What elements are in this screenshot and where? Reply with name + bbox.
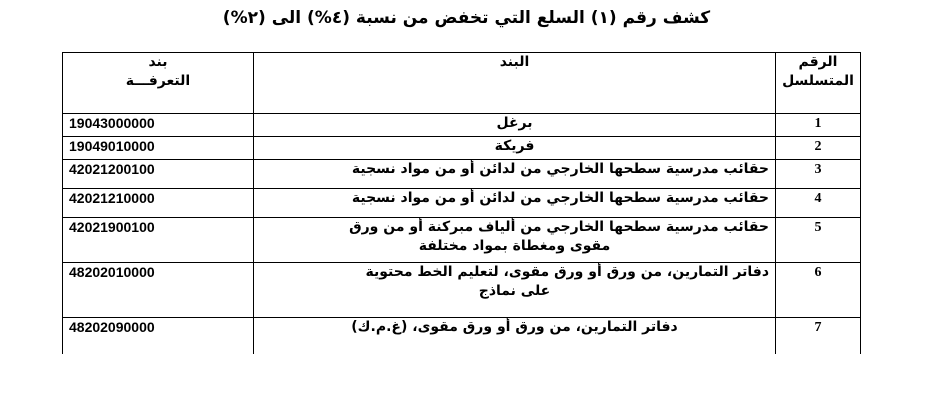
item-line: حقائب مدرسية سطحها الخارجي من ألياف مبركنة أو من ورق	[349, 219, 769, 235]
header-serial-line2: المتسلسل	[782, 73, 854, 89]
item-line: على نماذج	[478, 283, 551, 299]
serial-cell: 7	[776, 318, 861, 355]
header-item: البند	[254, 53, 776, 114]
item-cell: حقائب مدرسية سطحها الخارجي من لدائن أو من مواد نسجية	[254, 160, 776, 189]
serial-cell: 6	[776, 263, 861, 318]
header-serial-line1: الرقم	[798, 54, 838, 70]
table-header-row	[63, 53, 861, 114]
item-cell: فريكة	[254, 137, 776, 160]
tariff-code-cell: 48202010000	[63, 263, 254, 318]
item-cell: برغل	[254, 114, 776, 137]
table-row	[63, 263, 861, 318]
table-row	[63, 114, 861, 137]
table-row	[63, 189, 861, 218]
table-row	[63, 218, 861, 263]
item-line: دفاتر التمارين، من ورق أو ورق مقوى، لتعليم الخط محتوية	[365, 264, 769, 280]
table-row	[63, 160, 861, 189]
serial-cell: 5	[776, 218, 861, 263]
item-cell: حقائب مدرسية سطحها الخارجي من لدائن أو من مواد نسجية	[254, 189, 776, 218]
item-line: مقوى ومغطاة بمواد مختلفة	[418, 238, 611, 254]
table-row	[63, 137, 861, 160]
item-cell: دفاتر التمارين، من ورق أو ورق مقوى، (غ.م.ك)	[254, 318, 776, 355]
item-cell	[254, 263, 776, 318]
serial-cell: 4	[776, 189, 861, 218]
header-code	[63, 53, 254, 114]
tariff-code-cell: 42021200100	[63, 160, 254, 189]
tariff-code-cell: 48202090000	[63, 318, 254, 355]
page-title: كشف رقم (١) السلع التي تخفض من نسبة (٤%) الى (٢%)	[222, 8, 711, 28]
tariff-code-cell: 19043000000	[63, 114, 254, 137]
table-row	[63, 318, 861, 355]
goods-table	[62, 52, 861, 354]
header-code-line2: التعرفـــة	[125, 73, 191, 89]
serial-cell: 3	[776, 160, 861, 189]
header-code-line1: بند	[148, 54, 168, 70]
tariff-code-cell: 42021900100	[63, 218, 254, 263]
header-serial	[776, 53, 861, 114]
serial-cell: 2	[776, 137, 861, 160]
tariff-code-cell: 19049010000	[63, 137, 254, 160]
serial-cell: 1	[776, 114, 861, 137]
tariff-code-cell: 42021210000	[63, 189, 254, 218]
item-cell	[254, 218, 776, 263]
